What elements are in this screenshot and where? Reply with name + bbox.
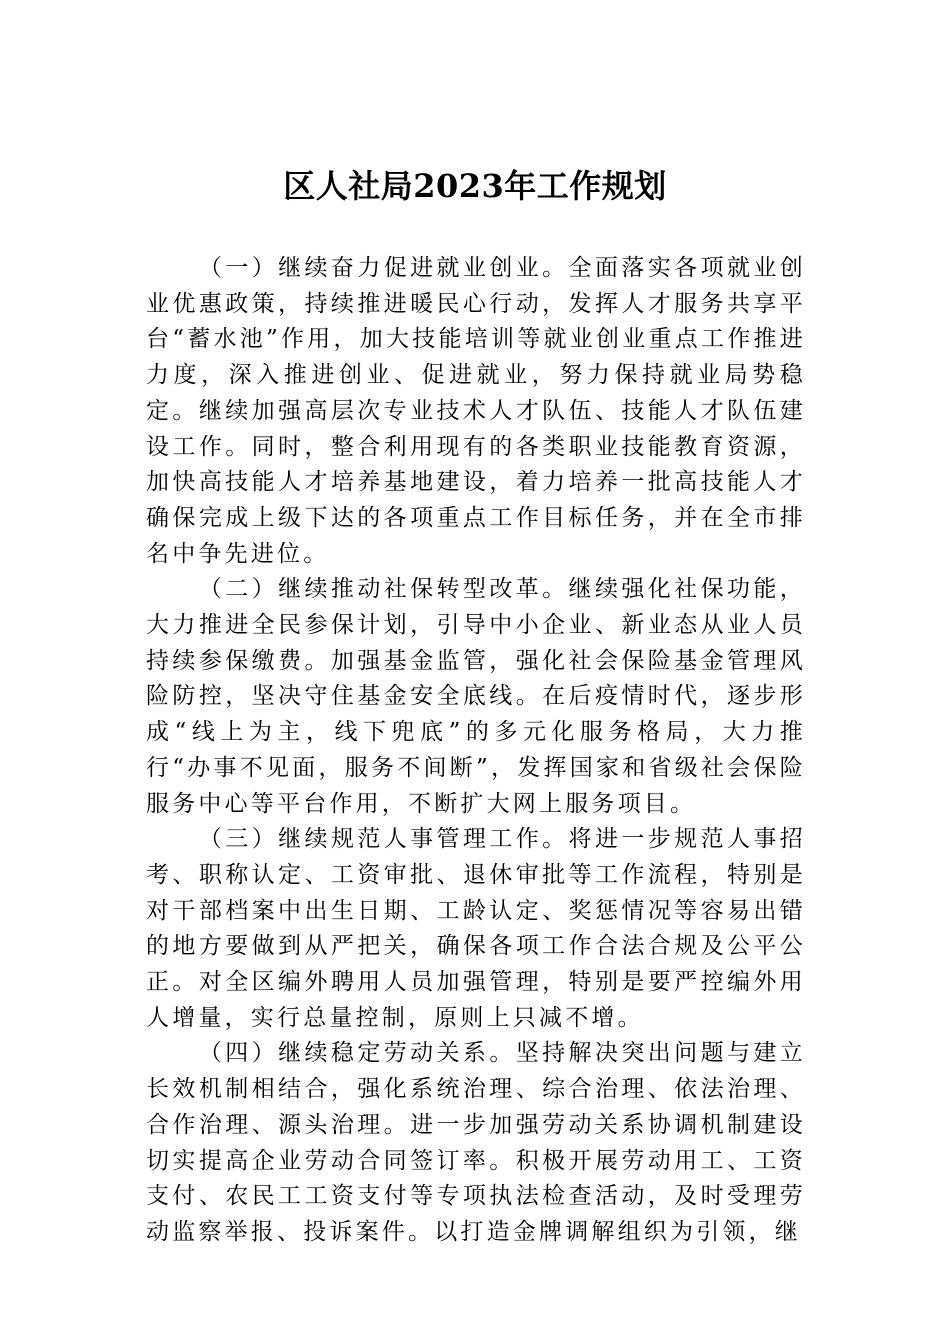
section-paragraph-4 [146, 1036, 806, 1250]
section-paragraph-2 [146, 572, 806, 822]
section-heading-1: （一）继续奋力促进就业创业。 [198, 255, 569, 281]
document-body [146, 251, 806, 1251]
section-heading-3: （三）继续规范人事管理工作。 [198, 826, 569, 853]
section-text-4: 坚持解决突出问题与建立长效机制相结合，强化系统治理、综合治理、依法治理、合作治理、源头治理。进一步加强劳动关系协调机制建设切实提高企业劳动合同签订率。积极开展劳动用工、工资支付、农民工工资支付等专项执法检查活动，及时受理劳动监察举报、投诉案件。以打造金牌调解组织为引领，继 [146, 1040, 806, 1245]
section-heading-2: （二）继续推动社保转型改革。 [198, 576, 569, 603]
section-paragraph-1 [146, 251, 806, 572]
section-paragraph-3 [146, 822, 806, 1036]
section-text-1: 全面落实各项就业创业优惠政策，持续推进暖民心行动，发挥人才服务共享平台“蓄水池”作用，加大技能培训等就业创业重点工作推进力度，深入推进创业、促进就业，努力保持就业局势稳定。继续加强高层次专业技术人才队伍、技能人才队伍建设工作。同时，整合利用现有的各类职业技能教育资源，加快高技能人才培养基地建设，着力培养一批高技能人才确保完成上级下达的各项重点工作目标任务，并在全市排名中争先进位。 [146, 255, 806, 567]
section-text-2: 继续强化社保功能，大力推进全民参保计划，引导中小企业、新业态从业人员持续参保缴费。加强基金监管，强化社会保险基金管理风险防控，坚决守住基金安全底线。在后疫情时代，逐步形成“线上为主，线下兜底”的多元化服务格局，大力推行“办事不见面，服务不间断”，发挥国家和省级社会保险服务中心等平台作用，不断扩大网上服务项目。 [146, 576, 806, 817]
section-text-3: 将进一步规范人事招考、职称认定、工资审批、退休审批等工作流程，特别是对干部档案中出生日期、工龄认定、奖惩情况等容易出错的地方要做到从严把关，确保各项工作合法合规及公平公正。对全区编外聘用人员加强管理，特别是要严控编外用人增量，实行总量控制，原则上只减不增。 [146, 826, 806, 1031]
document-title: 区人社局2023年工作规划 [283, 167, 667, 205]
section-heading-4: （四）继续稳定劳动关系。 [198, 1040, 516, 1067]
